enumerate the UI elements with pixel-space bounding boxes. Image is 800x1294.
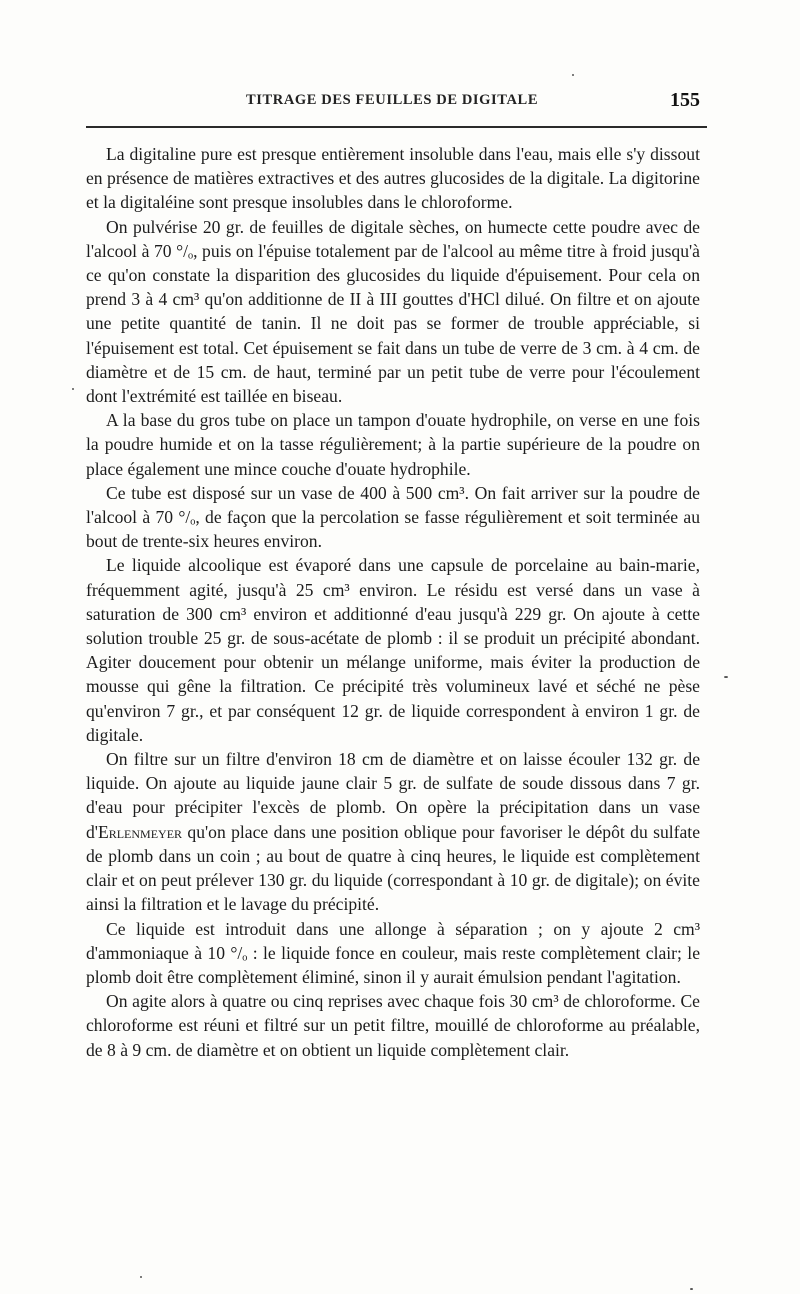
paragraph-3: A la base du gros tube on place un tampon d'ouate hydrophile, on verse en une fois la poudre humide et on la tasse régulièrement; à la partie supérieure de la poudre on place également une mince couche d'ouate hydrophile.	[86, 410, 700, 479]
page-header	[86, 89, 706, 122]
header-rule	[86, 126, 707, 128]
paragraph-1: La digitaline pure est presque entièrement insoluble dans l'eau, mais elle s'y dissout en présence de matières extractives et des autres glucosides de la digitale. La digitorine et la digitaléine sont presque insolubles dans le chloroforme.	[86, 144, 700, 213]
paragraph-6-part-1: On filtre sur un filtre d'environ 18 cm de diamètre et on laisse écouler 132 gr. de liquide. On ajoute au liquide jaune clair 5 gr. de sulfate de soude dissous dans 7 gr. d'eau pour précipiter l'excès de plomb. On opère la précipitation dans un vase d'	[86, 749, 700, 842]
paragraph-7: Ce liquide est introduit dans une allonge à séparation ; on y ajoute 2 cm³ d'ammoniaque à 10 °/ₒ : le liquide fonce en couleur, mais reste complètement clair; le plomb doit être complètement éliminé, sinon il y aurait émulsion pendant l'agitation.	[86, 918, 700, 987]
paragraph-4: Ce tube est disposé sur un vase de 400 à 500 cm³. On fait arriver sur la poudre de l'alcool à 70 °/ₒ, de façon que la percolation se fasse régulièrement et soit terminée au bout de trente-six heures environ.	[86, 482, 700, 552]
scan-speck	[72, 388, 74, 390]
paragraph-8: On agite alors à quatre ou cinq reprises avec chaque fois 30 cm³ de chloroforme. Ce chloroforme est réuni et filtré sur un petit filtre, mouillé de chloroforme au préalable, de 8 à 9 cm. de diamètre et on obtient un liquide complètement clair.	[86, 991, 700, 1060]
paragraph-2: On pulvérise 20 gr. de feuilles de digitale sèches, on humecte cette poudre avec de l'alcool à 70 °/ₒ, puis on l'épuise totalement par de l'alcool au même titre à froid jusqu'à ce qu'on constate la disparition des glucosides du liquide d'épuisement. Pour cela on prend 3 à 4 cm³ qu'on additionne de II à III gouttes d'HCl dilué. On filtre et on ajoute une petite quantité de tanin. Il ne doit pas se former de trouble appréciable, si l'épuisement est total. Cet épuisement se fait dans un tube de verre de 3 cm. à 4 cm. de diamètre et de 15 cm. de haut, terminé par un petit tube de verre pour l'écoulement dont l'extrémité est taillée en biseau.	[86, 216, 700, 407]
scan-speck	[690, 1288, 693, 1290]
paragraph-6	[86, 747, 700, 916]
erlenmeyer-name: Erlenmeyer	[97, 821, 183, 842]
page-number: 155	[670, 89, 700, 111]
paragraph-5: Le liquide alcoolique est évaporé dans une capsule de porcelaine au bain-marie, fréquemment agité, jusqu'à 25 cm³ environ. Le résidu est versé dans un vase à saturation de 300 cm³ environ et additionné d'eau jusqu'à 229 gr. On ajoute à cette solution trouble 25 gr. de sous-acétate de plomb : il se produit un précipité abondant. Agiter doucement pour obtenir un mélange uniforme, mais éviter la production de mousse qui gêne la filtration. Ce précipité très volumineux lavé et séché ne pèse qu'environ 7 gr., et par conséquent 12 gr. de liquide correspondent à environ 1 gr. de digitale.	[86, 555, 700, 745]
running-title: TITRAGE DES FEUILLES DE DIGITALE	[246, 92, 539, 108]
scan-speck	[724, 676, 728, 678]
paragraph-6-part-2: qu'on place dans une position oblique pour favoriser le dépôt du sulfate de plomb dans un coin ; au bout de quatre à cinq heures, le liquide est complètement clair et on peut prélever 130 gr. du liquide (correspondant à 10 gr. de digitale); on évite ainsi la filtration et le lavage du précipité.	[86, 821, 700, 915]
scan-speck	[140, 1276, 142, 1278]
body-text	[86, 142, 700, 1062]
scan-speck	[572, 74, 574, 76]
